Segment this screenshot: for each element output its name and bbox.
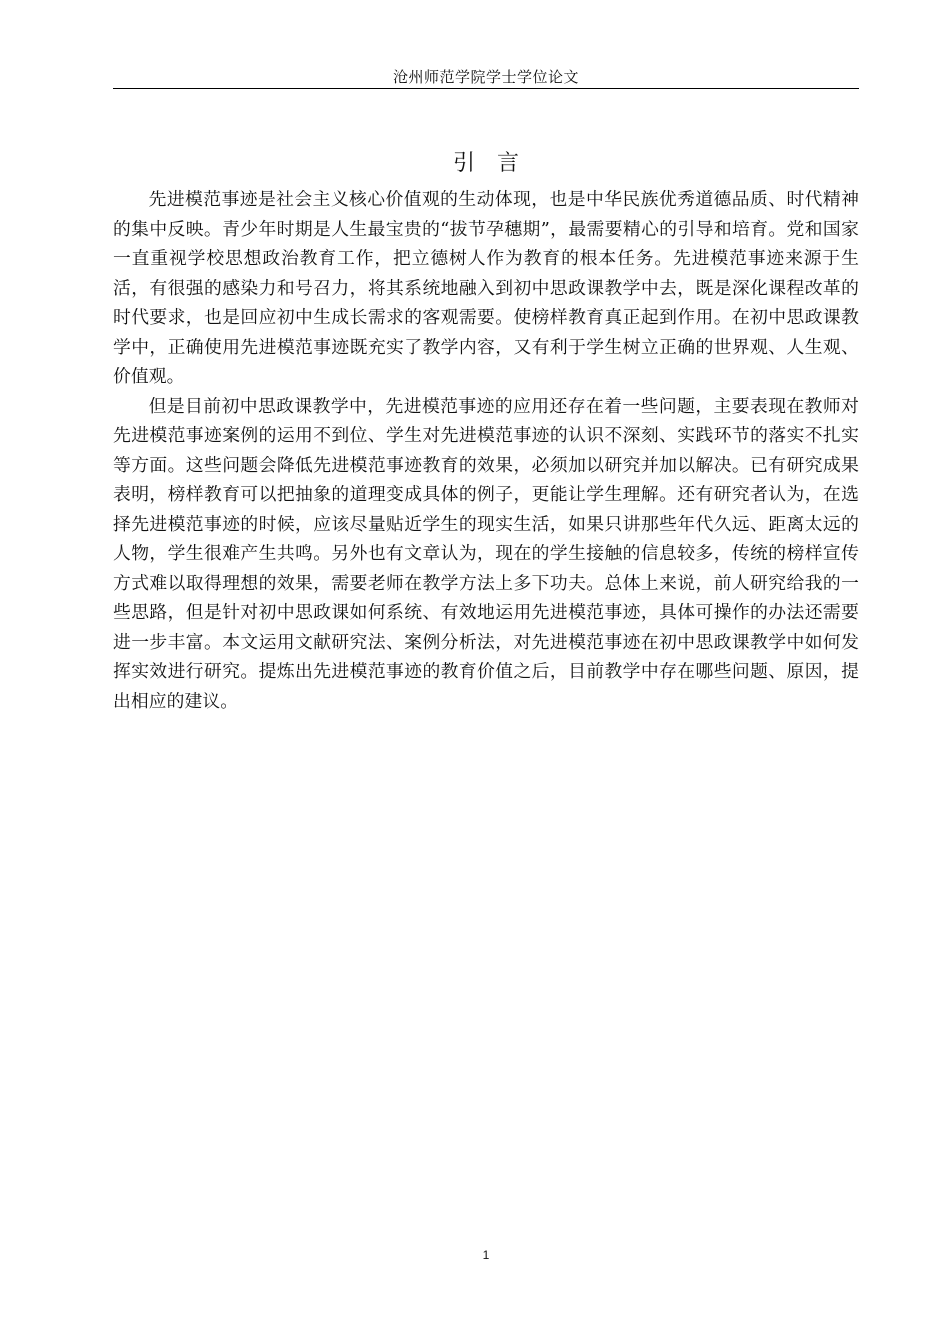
section-title: 引言 [452, 151, 541, 176]
page-number: 1 [482, 1248, 490, 1262]
paragraph-2: 但是目前初中思政课教学中，先进模范事迹的应用还存在着一些问题，主要表现在教师对先进模范事迹案例的运用不到位、学生对先进模范事迹的认识不深刻、实践环节的落实不扎实等方面。这些问题会降低先进模范事迹教育的效果，必须加以研究并加以解决。已有研究成果表明，榜样教育可以把抽象的道理变成具体的例子，更能让学生理解。还有研究者认为，在选择先进模范事迹的时候，应该尽量贴近学生的现实生活，如果只讲那些年代久远、距离太远的人物，学生很难产生共鸣。另外也有文章认为，现在的学生接触的信息较多，传统的榜样宣传方式难以取得理想的效果，需要老师在教学方法上多下功夫。总体上来说，前人研究给我的一些思路，但是针对初中思政课如何系统、有效地运用先进模范事迹，具体可操作的办法还需要进一步丰富。本文运用文献研究法、案例分析法，对先进模范事迹在初中思政课教学中如何发挥实效进行研究。提炼出先进模范事迹的教育价值之后，目前教学中存在哪些问题、原因，提出相应的建议。 [113, 395, 859, 712]
body-text [113, 185, 859, 716]
paragraph-1: 先进模范事迹是社会主义核心价值观的生动体现，也是中华民族优秀道德品质、时代精神的集中反映。青少年时期是人生最宝贵的“拔节孕穗期”，最需要精心的引导和培育。党和国家一直重视学校思想政治教育工作，把立德树人作为教育的根本任务。先进模范事迹来源于生活，有很强的感染力和号召力，将其系统地融入到初中思政课教学中去，既是深化课程改革的时代要求，也是回应初中生成长需求的客观需要。使榜样教育真正起到作用。在初中思政课教学中，正确使用先进模范事迹既充实了教学内容，又有利于学生树立正确的世界观、人生观、价值观。 [113, 189, 859, 387]
header-rule [113, 88, 859, 89]
running-header: 沧州师范学院学士学位论文 [392, 68, 579, 86]
